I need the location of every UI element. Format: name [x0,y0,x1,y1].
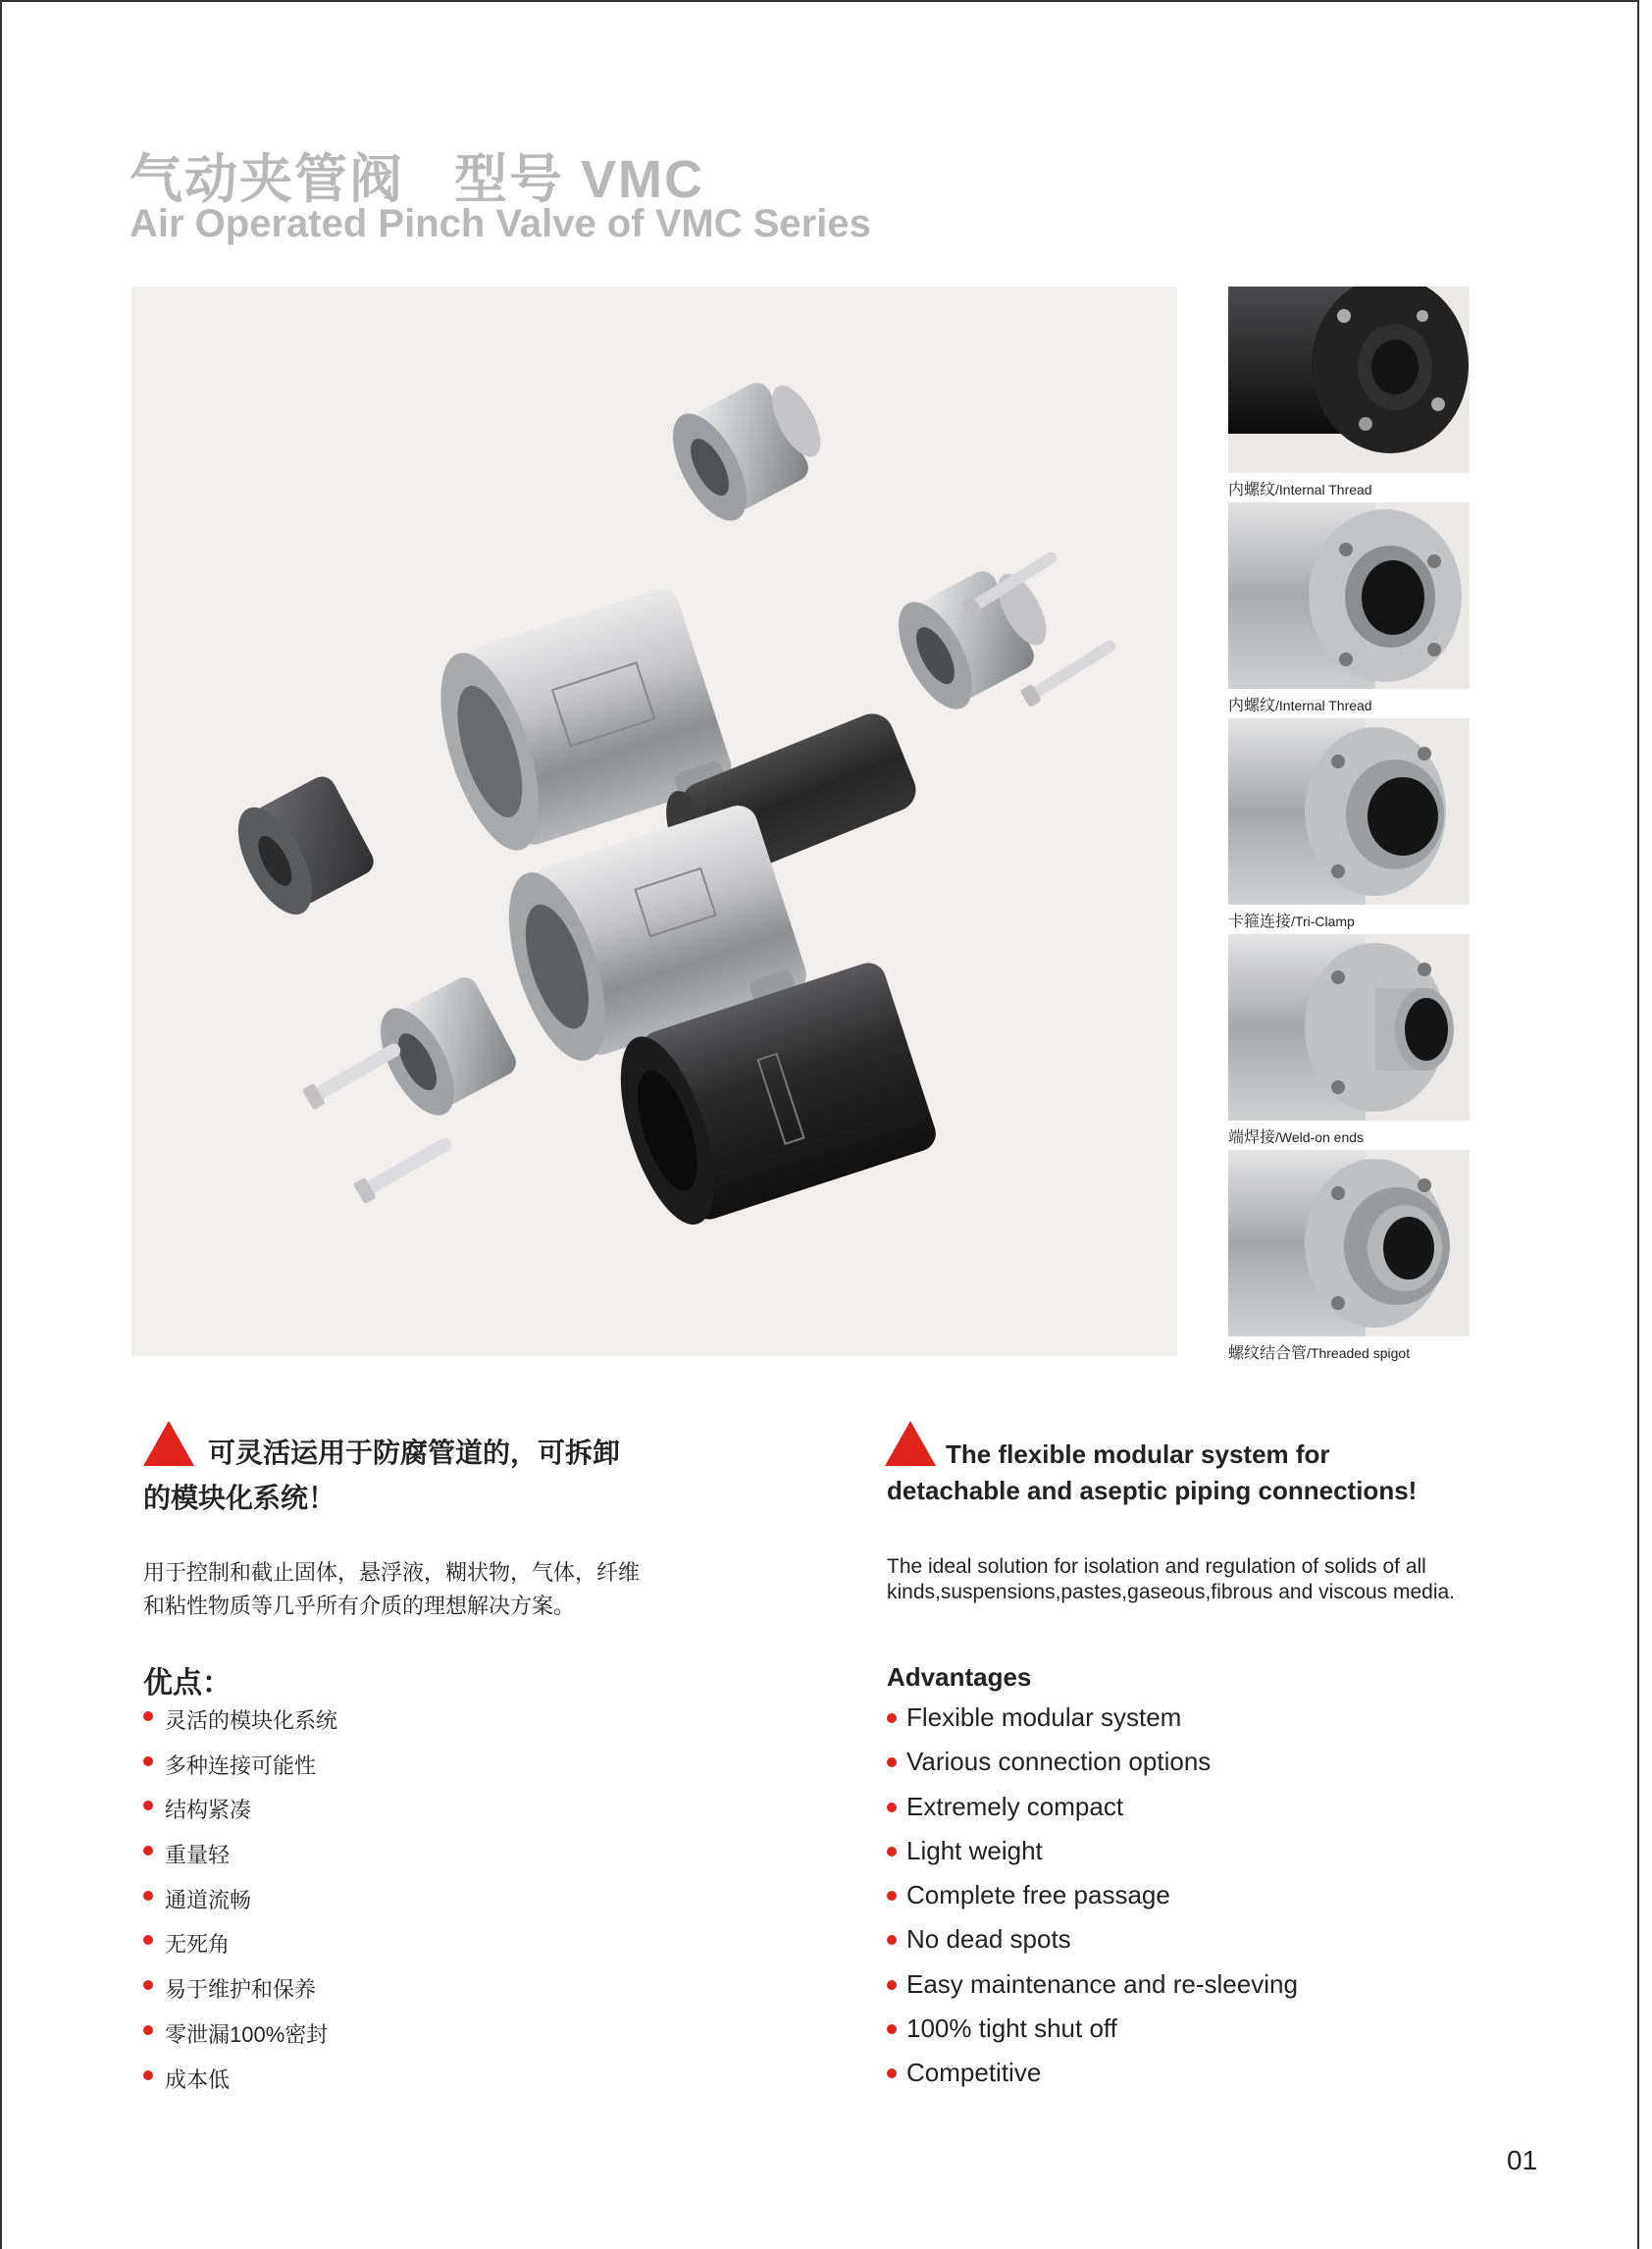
list-item: 通道流畅 [143,1881,337,1926]
thumbnail-image-tri-clamp [1228,718,1470,905]
en-heading: The flexible modular system for detachable and aseptic piping connections! [887,1439,1418,1505]
bullet-icon [887,1891,897,1901]
thumbnail-caption: 内螺纹/Internal Thread [1228,482,1372,498]
bullet-icon [143,2025,153,2035]
page-title-en: Air Operated Pinch Valve of VMC Series [129,202,871,245]
bullet-icon [143,1801,153,1810]
list-item: 无死角 [143,1925,337,1970]
list-item: 100% tight shut off [887,2011,1298,2055]
list-item: 易于维护和保养 [143,1970,337,2015]
bullet-icon [143,1891,153,1901]
en-advantages-list [887,1700,1298,2100]
bullet-icon [143,1935,153,1945]
bullet-icon [887,1757,897,1767]
thumbnail-image-black-internal-thread [1228,287,1470,473]
bullet-icon [143,1756,153,1766]
thumbnail-image-threaded-spigot [1228,1150,1470,1336]
thumbnail-image-steel-internal-thread [1228,502,1470,689]
en-advantages-title: Advantages [887,1662,1032,1692]
bullet-icon [143,1846,153,1856]
list-item: 零泄漏100%密封 [143,2015,337,2061]
bullet-icon [143,2070,153,2080]
list-item: 成本低 [143,2061,337,2106]
cn-advantages-title: 优点： [143,1667,232,1700]
list-item: Various connection options [887,1744,1298,1788]
list-item: 多种连接可能性 [143,1747,337,1792]
bullet-icon [887,1980,897,1990]
list-item: Light weight [887,1833,1298,1877]
bullet-icon [887,1803,897,1812]
en-description: The ideal solution for isolation and regulation of solids of all kinds,suspensions,pastes,gaseous,fibrous and viscous media. [887,1555,1455,1603]
cn-description: 用于控制和截止固体，悬浮液，糊状物，气体，纤维 和粘性物质等几乎所有介质的理想解决方案。 [143,1560,641,1618]
list-item: Complete free passage [887,1877,1298,1921]
list-item: Flexible modular system [887,1700,1298,1744]
cn-heading: 可灵活运用于防腐管道的，可拆卸 的模块化系统！ [143,1438,621,1513]
bullet-icon [887,1847,897,1857]
thumbnail-caption: 内螺纹/Internal Thread [1228,698,1372,714]
list-item: 结构紧凑 [143,1791,337,1836]
list-item: 重量轻 [143,1836,337,1881]
connection-thumbnails [1228,287,1470,1366]
list-item: 灵活的模块化系统 [143,1701,337,1747]
list-item: No dead spots [887,1921,1298,1965]
bullet-icon [143,1980,153,1990]
list-item: Extremely compact [887,1789,1298,1833]
thumbnail-caption: 螺纹结合管/Threaded spigot [1228,1345,1411,1362]
bullet-icon [887,2068,897,2078]
list-item: Competitive [887,2055,1298,2099]
thumbnail-caption: 端焊接/Weld-on ends [1228,1129,1365,1146]
bullet-icon [887,1935,897,1945]
thumbnail-image-weld-on [1228,934,1470,1121]
hero-exploded-valve-image [131,287,1177,1356]
bullet-icon [887,1713,897,1723]
thumbnail-caption: 卡箍连接/Tri-Clamp [1228,914,1355,930]
bullet-icon [143,1711,153,1721]
cn-advantages-list [143,1701,337,2105]
list-item: Easy maintenance and re-sleeving [887,1966,1298,2011]
page-number: 01 [1507,2145,1538,2175]
page-title-cn: 气动夹管阀 型号 VMC [129,150,705,209]
bullet-icon [887,2024,897,2034]
